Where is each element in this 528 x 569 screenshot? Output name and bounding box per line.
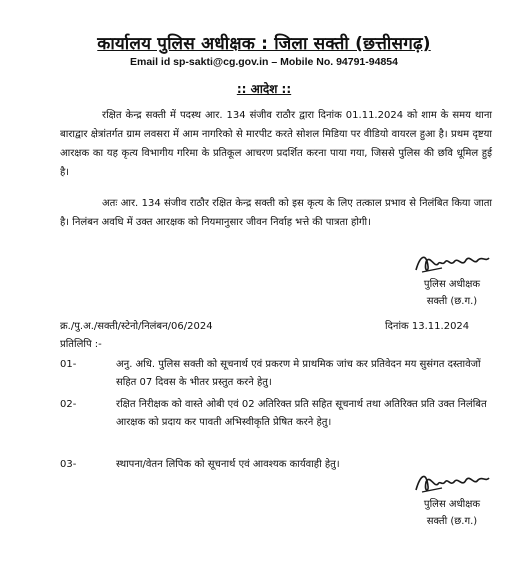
contact-line: Email id sp-sakti@cg.gov.in – Mobile No. 94791-94854 bbox=[130, 56, 398, 68]
signature-block-2 bbox=[392, 466, 512, 530]
signature-2-location: सक्ती (छ.ग.) bbox=[426, 516, 478, 527]
copy-item bbox=[60, 356, 500, 394]
copy-item-number: 03- bbox=[60, 459, 77, 470]
signature-2-designation: पुलिस अधीक्षक bbox=[423, 499, 481, 510]
order-title: :: आदेश :: bbox=[236, 82, 292, 96]
reference-number: क्र./पु.अ./सक्ती/स्टेनो/निलंबन/06/2024 bbox=[60, 321, 213, 332]
copy-item bbox=[60, 396, 500, 452]
order-paragraph-2-text: अतः आर. 134 संजीव राठौर रक्षित केन्द्र सक्ती को इस कृत्य के लिए तत्काल प्रभाव से निलंबित किया जाता है। निलंबन अवधि में उक्त आरक्षक को नियमानुसार जीवन निर्वाह भत्ते की पात्रता होगी। bbox=[60, 198, 492, 228]
copies-label: प्रतिलिपि :- bbox=[60, 339, 102, 350]
copy-item-text: रक्षित निरीक्षक को वास्ते ओबी एवं 02 अतिरिक्त प्रति सहित सूचनार्थ तथा अतिरिक्त प्रति उक्त निलंबित आरक्षक को प्रदाय कर पावती अभिस्वीकृति प्रेषित करने हेतु। bbox=[116, 399, 487, 428]
copy-item-text: स्थापना/वेतन लिपिक को सूचनार्थ एवं आवश्यक कार्यवाही हेतु। bbox=[116, 459, 340, 470]
order-paragraph-1 bbox=[60, 106, 492, 182]
signature-block-1 bbox=[392, 248, 512, 310]
copy-item-number: 01- bbox=[60, 359, 77, 370]
order-paragraph-2 bbox=[60, 194, 492, 232]
signature-1-location: सक्ती (छ.ग.) bbox=[426, 296, 478, 307]
order-paragraph-1-text: रक्षित केन्द्र सक्ती में पदस्थ आर. 134 संजीव राठौर द्वारा दिनांक 01.11.2024 को शाम के समय थाना बाराद्वार क्षेत्रांतर्गत ग्राम लवसरा में आम नागरिको से मारपीट करते सोशल मिडिया पर वीडियो वायरल हुआ है। प्रथम दृष्टया आरक्षक का यह कृत्य विभागीय गरिमा के प्रतिकूल आचरण प्रदर्शित करना पाया गया, जिससे पुलिस की छवि धूमिल हुई है। bbox=[60, 110, 492, 178]
handwritten-signature-icon bbox=[412, 248, 492, 276]
copy-item-text: अनु. अधि. पुलिस सक्ती को सूचनार्थ एवं प्रकरण मे प्राथमिक जांच कर प्रतिवेदन मय सुसंगत दस्तावेजों सहित 07 दिवस के भीतर प्रस्तुत करने हेतु। bbox=[116, 359, 481, 388]
handwritten-signature-icon bbox=[412, 466, 492, 496]
signature-1-designation: पुलिस अधीक्षक bbox=[423, 279, 481, 290]
office-title: कार्यालय पुलिस अधीक्षक : जिला सक्ती (छत्तीसगढ़) bbox=[97, 34, 431, 54]
reference-date: दिनांक 13.11.2024 bbox=[385, 321, 470, 332]
copy-item-number: 02- bbox=[60, 399, 77, 410]
